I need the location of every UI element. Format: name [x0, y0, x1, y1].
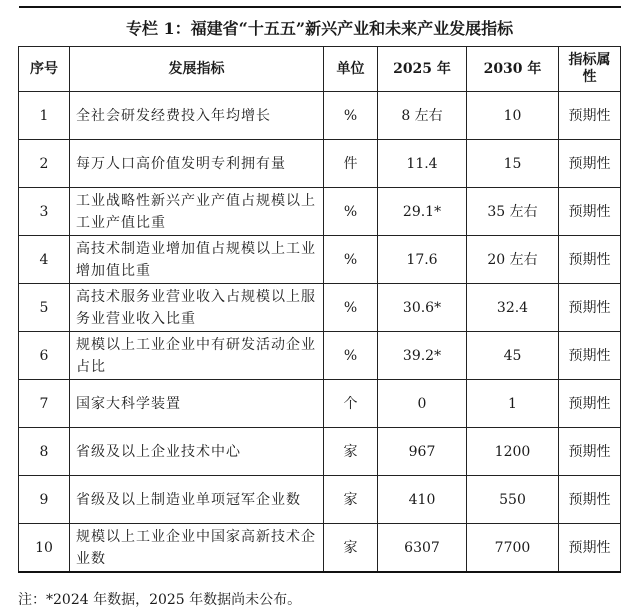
- table-row: [19, 476, 621, 524]
- table-row: [19, 524, 621, 573]
- row-value-2025: 410: [378, 476, 467, 524]
- header-indicator: 发展指标: [70, 47, 324, 92]
- row-attribute: 预期性: [559, 476, 621, 524]
- table-row: [19, 236, 621, 284]
- row-value-2030: 32.4: [467, 284, 559, 332]
- row-attribute: 预期性: [559, 236, 621, 284]
- row-attribute: 预期性: [559, 428, 621, 476]
- row-attribute: 预期性: [559, 188, 621, 236]
- row-index: 9: [19, 476, 70, 524]
- row-value-2025: 11.4: [378, 140, 467, 188]
- row-indicator: 国家大科学装置: [70, 380, 324, 428]
- row-value-2030: 550: [467, 476, 559, 524]
- row-attribute: 预期性: [559, 92, 621, 140]
- table-title: 专栏 1：福建省“十五五”新兴产业和未来产业发展指标: [19, 7, 621, 47]
- row-indicator: 工业战略性新兴产业产值占规模以上工业产值比重: [70, 188, 324, 236]
- row-indicator: 省级及以上制造业单项冠军企业数: [70, 476, 324, 524]
- header-index: 序号: [19, 47, 70, 92]
- table-row: [19, 188, 621, 236]
- row-index: 2: [19, 140, 70, 188]
- row-index: 1: [19, 92, 70, 140]
- row-indicator: 全社会研发经费投入年均增长: [70, 92, 324, 140]
- row-value-2025: 8 左右: [378, 92, 467, 140]
- table-row: [19, 428, 621, 476]
- row-unit: %: [324, 332, 378, 380]
- row-value-2030: 20 左右: [467, 236, 559, 284]
- row-attribute: 预期性: [559, 140, 621, 188]
- row-value-2030: 10: [467, 92, 559, 140]
- footnote: 注：*2024 年数据，2025 年数据尚未公布。: [18, 592, 302, 608]
- row-attribute: 预期性: [559, 380, 621, 428]
- row-unit: 个: [324, 380, 378, 428]
- row-value-2030: 7700: [467, 524, 559, 573]
- row-indicator: 规模以上工业企业中国家高新技术企业数: [70, 524, 324, 573]
- row-index: 10: [19, 524, 70, 573]
- header-2030: 2030 年: [467, 47, 559, 92]
- indicator-table-container: [18, 6, 620, 573]
- row-unit: 家: [324, 476, 378, 524]
- row-indicator: 每万人口高价值发明专利拥有量: [70, 140, 324, 188]
- row-indicator: 高技术服务业营业收入占规模以上服务业营业收入比重: [70, 284, 324, 332]
- row-attribute: 预期性: [559, 332, 621, 380]
- row-value-2030: 15: [467, 140, 559, 188]
- row-indicator: 规模以上工业企业中有研发活动企业占比: [70, 332, 324, 380]
- table-row: [19, 92, 621, 140]
- row-attribute: 预期性: [559, 284, 621, 332]
- row-unit: %: [324, 92, 378, 140]
- row-unit: %: [324, 236, 378, 284]
- row-value-2030: 45: [467, 332, 559, 380]
- table-row: [19, 332, 621, 380]
- table-row: [19, 284, 621, 332]
- row-value-2025: 6307: [378, 524, 467, 573]
- table-row: [19, 380, 621, 428]
- row-index: 7: [19, 380, 70, 428]
- header-attribute: 指标属性: [559, 47, 621, 92]
- row-index: 3: [19, 188, 70, 236]
- row-value-2025: 17.6: [378, 236, 467, 284]
- row-unit: %: [324, 284, 378, 332]
- row-index: 6: [19, 332, 70, 380]
- header-2025: 2025 年: [378, 47, 467, 92]
- row-value-2025: 0: [378, 380, 467, 428]
- indicator-table: [18, 6, 621, 573]
- row-value-2025: 29.1*: [378, 188, 467, 236]
- row-value-2030: 1200: [467, 428, 559, 476]
- row-value-2030: 1: [467, 380, 559, 428]
- row-index: 4: [19, 236, 70, 284]
- row-unit: %: [324, 188, 378, 236]
- row-indicator: 省级及以上企业技术中心: [70, 428, 324, 476]
- header-row: [19, 47, 621, 92]
- row-value-2025: 39.2*: [378, 332, 467, 380]
- row-unit: 家: [324, 524, 378, 573]
- row-unit: 件: [324, 140, 378, 188]
- row-value-2025: 967: [378, 428, 467, 476]
- row-attribute: 预期性: [559, 524, 621, 573]
- table-row: [19, 140, 621, 188]
- row-value-2025: 30.6*: [378, 284, 467, 332]
- header-unit: 单位: [324, 47, 378, 92]
- row-unit: 家: [324, 428, 378, 476]
- row-value-2030: 35 左右: [467, 188, 559, 236]
- row-index: 5: [19, 284, 70, 332]
- row-indicator: 高技术制造业增加值占规模以上工业增加值比重: [70, 236, 324, 284]
- row-index: 8: [19, 428, 70, 476]
